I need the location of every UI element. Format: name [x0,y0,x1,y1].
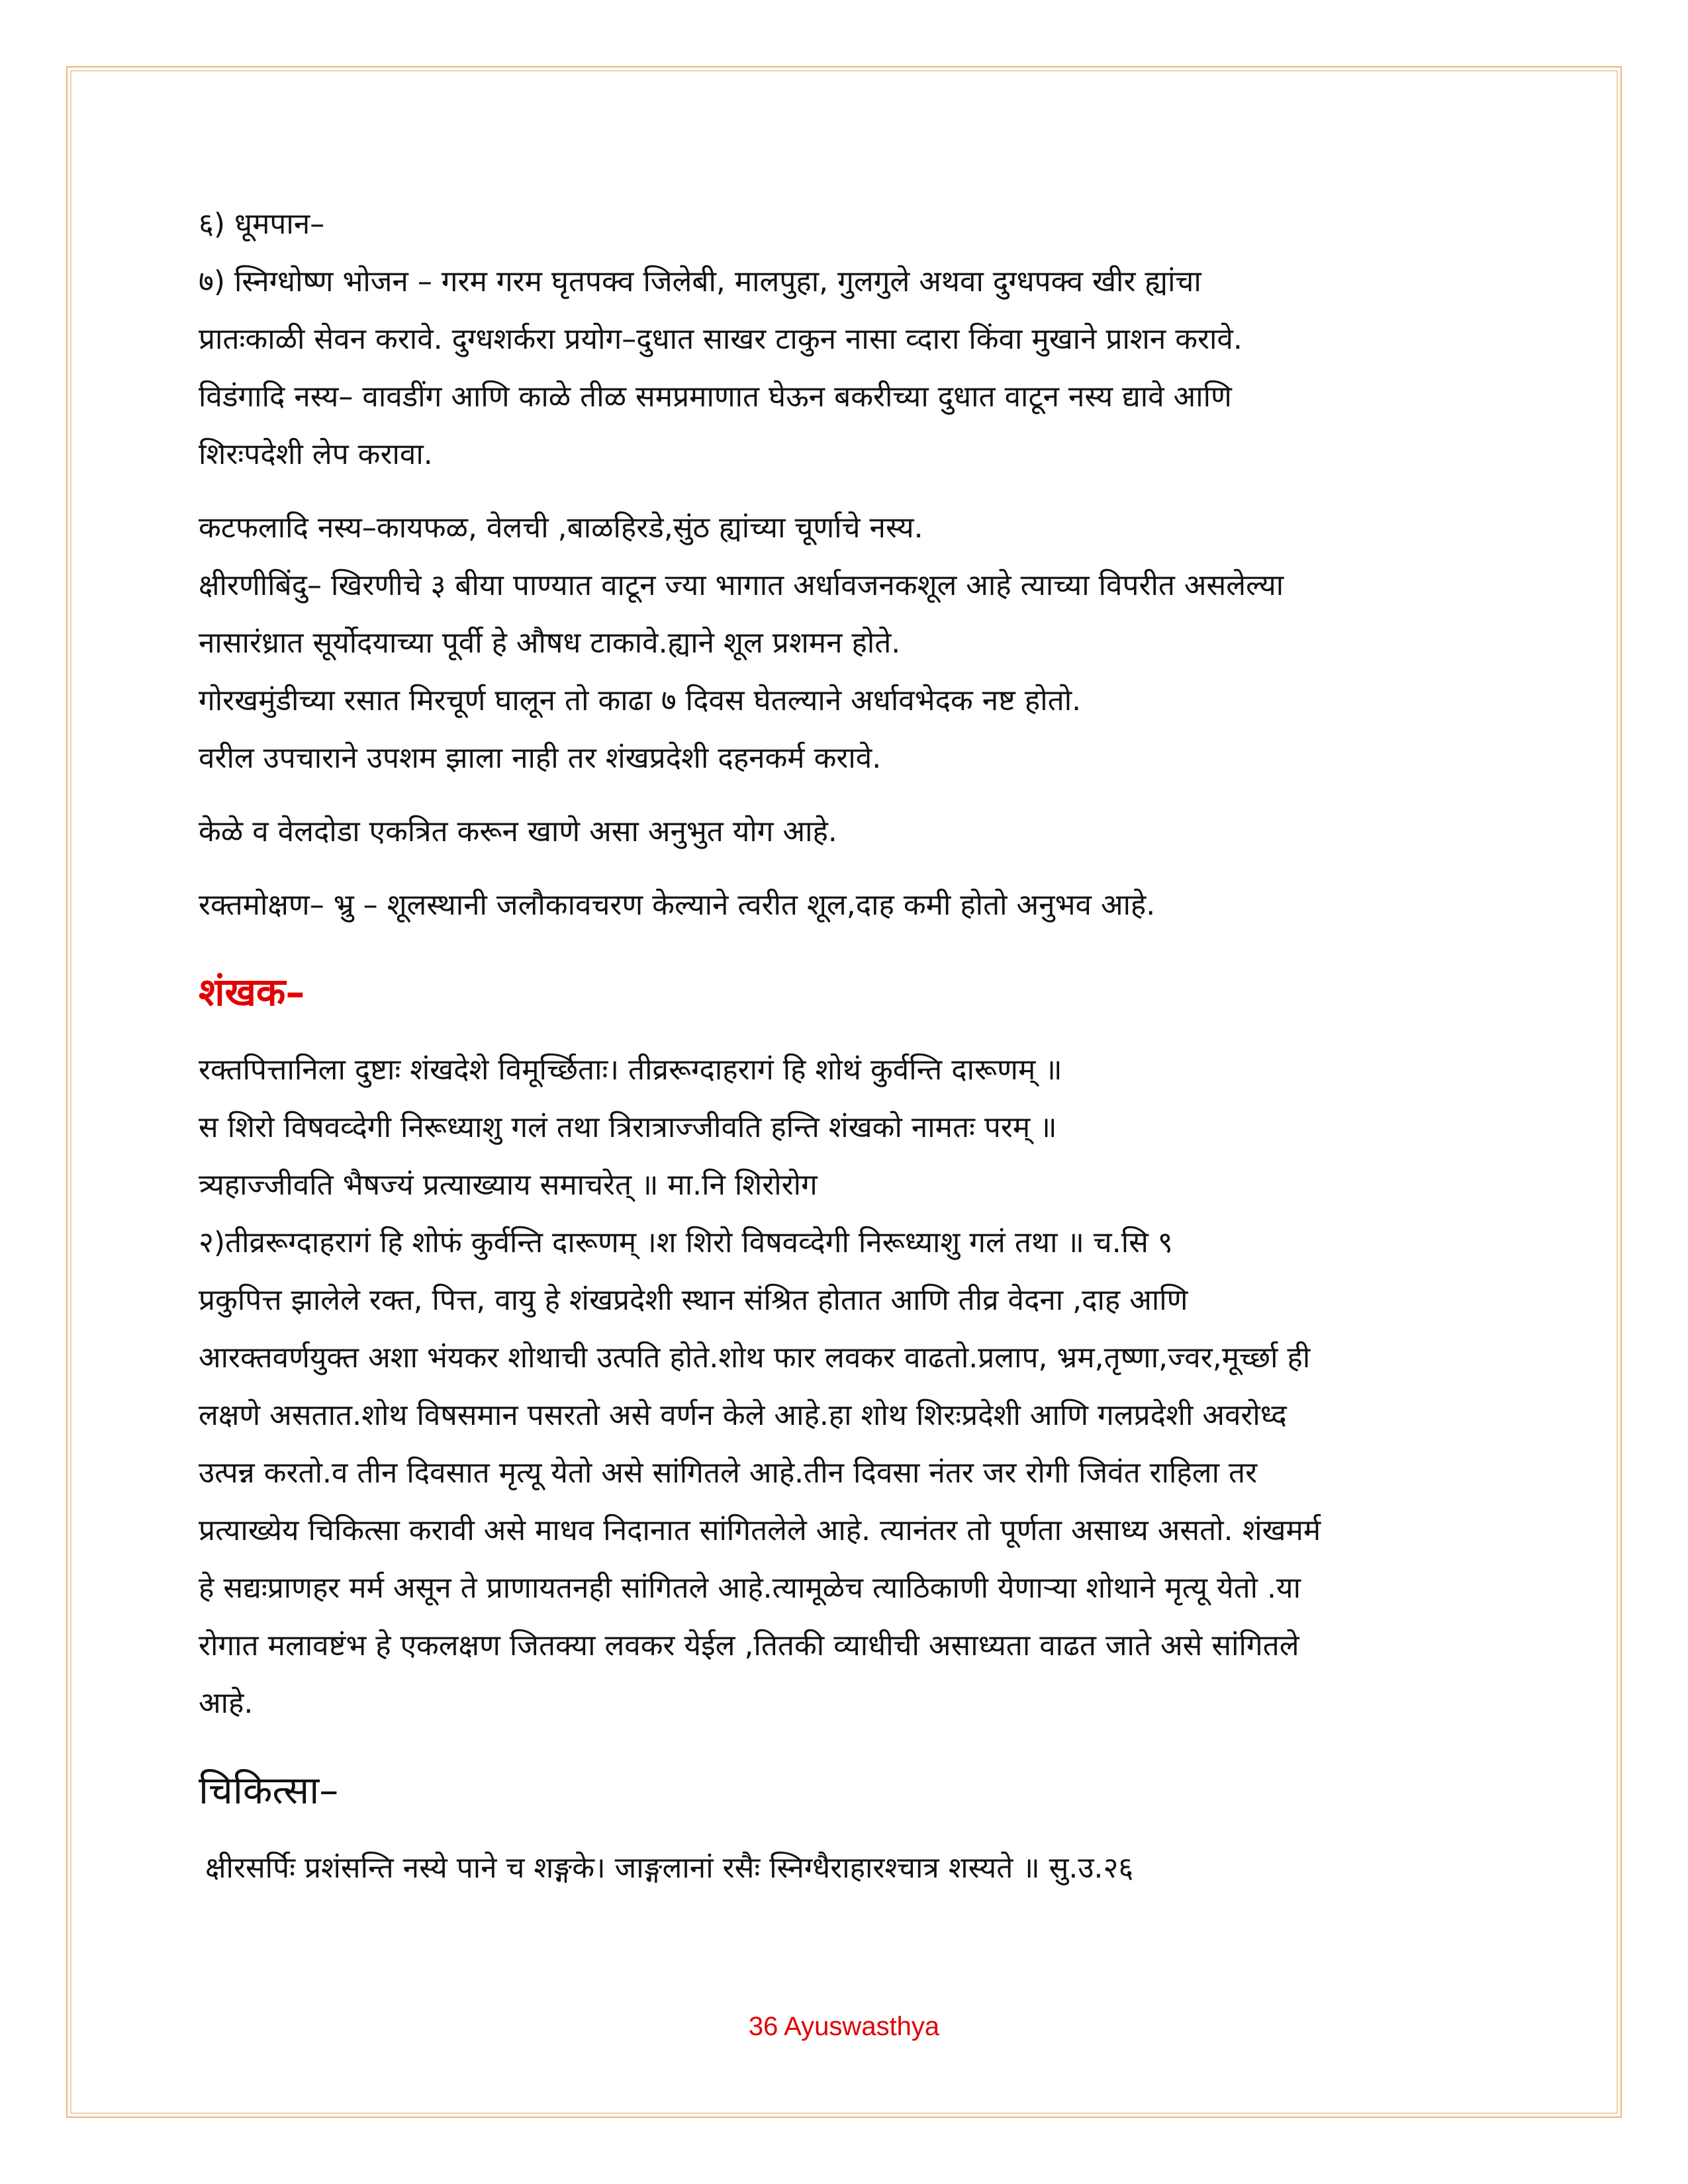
yoga-line: केळे व वेलदोडा एकत्रित करून खाणे असा अनुभुत योग आहे. [199,815,837,848]
text-line: प्रातःकाळी सेवन करावे. दुग्धशर्करा प्रयोग–दुधात साखर टाकुन नासा व्दारा किंवा मुखाने प्राशन करावे. [199,322,1243,356]
text-line: ७) स्निग्धोष्ण भोजन – गरम गरम घृतपक्व जिलेबी, मालपुहा, गुलगुले अथवा दुग्धपक्व खीर ह्यांचा [199,265,1201,298]
text-line: हे सद्यःप्राणहर मर्म असून ते प्राणायतनही सांगितले आहे.त्यामूळेच त्याठिकाणी येणाऱ्या शोथाने मृत्यू येतो .या [199,1571,1301,1605]
section-heading-chikitsa: चिकित्सा– [199,1768,339,1813]
raktamokshan-line: रक्तमोक्षण– भ्रु – शूलस्थानी जलौकावचरण केल्याने त्वरीत शूल,दाह कमी होतो अनुभव आहे. [199,888,1156,922]
text-line: प्रकुपित्त झालेले रक्त, पित्त, वायु हे शंखप्रदेशी स्थान संश्रित होतात आणि तीव्र वेदना ,दाह आणि [199,1283,1188,1317]
treatment-list-block [199,195,1496,483]
text-line: आहे. [199,1686,254,1720]
section-heading-shankhak: शंखक– [199,970,305,1015]
page-footer: 36 Ayuswasthya [748,2012,940,2041]
text-line: लक्षणे असतात.शोथ विषसमान पसरतो असे वर्णन केले आहे.हा शोथ शिरःप्रदेशी आणि गलप्रदेशी अवरोध्द [199,1398,1287,1432]
nasya-block [199,499,1496,787]
text-line: क्षीरणीबिंदु– खिरणीचे ३ बीया पाण्यात वाटून ज्या भागात अर्धावजनकशूल आहे त्याच्या विपरीत असलेल्या [199,569,1284,602]
shankhak-description-block [199,1041,1496,1732]
text-line: उत्पन्न करतो.व तीन दिवसात मृत्यू येतो असे सांगितले आहे.तीन दिवसा नंतर जर रोगी जिवंत राहिला तर [199,1456,1258,1490]
page-content [199,195,1496,1897]
text-line: शिरःपदेशी लेप करावा. [199,437,433,471]
text-line: गोरखमुंडीच्या रसात मिरचूर्ण घालून तो काढा ७ दिवस घेतल्याने अर्धावभेदक नष्ट होतो. [199,684,1082,717]
verse-line: क्षीरसर्पिः प्रशंसन्ति नस्ये पाने च शङ्गके। जाङ्गलानां रसैः स्निग्धैराहारश्चात्र शस्यते ॥ सु.उ.२६ [205,1851,1134,1885]
text-line: प्रत्याख्येय चिकित्सा करावी असे माधव निदानात सांगितलेले आहे. त्यानंतर तो पूर्णता असाध्य असतो. शंखमर्म [199,1514,1321,1547]
text-line: नासारंध्रात सूर्योदयाच्या पूर्वी हे औषध टाकावे.ह्याने शूल प्रशमन होते. [199,626,901,660]
text-line: आरक्तवर्णयुक्त अशा भंयकर शोथाची उत्पति होते.शोथ फार लवकर वाढतो.प्रलाप, भ्रम,तृष्णा,ज्वर,मूर्च्छा ही [199,1341,1311,1375]
verse-line: त्र्यहाज्जीवति भैषज्यं प्रत्याख्याय समाचरेत् ॥ मा.नि शिरोरोग [199,1168,818,1202]
text-line: रोगात मलावष्टंभ हे एकलक्षण जितक्या लवकर येईल ,तितकी व्याधीची असाध्यता वाढत जाते असे सांगितले [199,1629,1299,1662]
text-line: वरील उपचाराने उपशम झाला नाही तर शंखप्रदेशी दहनकर्म करावे. [199,741,882,775]
text-line: कटफलादि नस्य–कायफळ, वेलची ,बाळहिरडे,सुंठ ह्यांच्या चूर्णाचे नस्य. [199,511,923,545]
verse-line: रक्तपित्तानिला दुष्टाः शंखदेशे विमूर्च्छिताः। तीव्ररूग्दाहरागं हि शोथं कुर्वन्ति दारूणम् ॥ [199,1053,1062,1087]
text-line: विडंगादि नस्य– वावडींग आणि काळे तीळ समप्रमाणात घेऊन बकरीच्या दुधात वाटून नस्य द्यावे आणि [199,380,1232,414]
verse-line: २)तीव्ररूग्दाहरागं हि शोफं कुर्वन्ति दारूणम् ।श शिरो विषवव्देगी निरूध्याशु गलं तथा ॥ च.सि ९ [199,1226,1173,1259]
verse-line: स शिरो विषवव्देगी निरूध्याशु गलं तथा त्रिरात्राज्जीवति हन्ति शंखको नामतः परम् ॥ [199,1111,1057,1144]
text-line: ६) धूमपान– [199,207,325,241]
